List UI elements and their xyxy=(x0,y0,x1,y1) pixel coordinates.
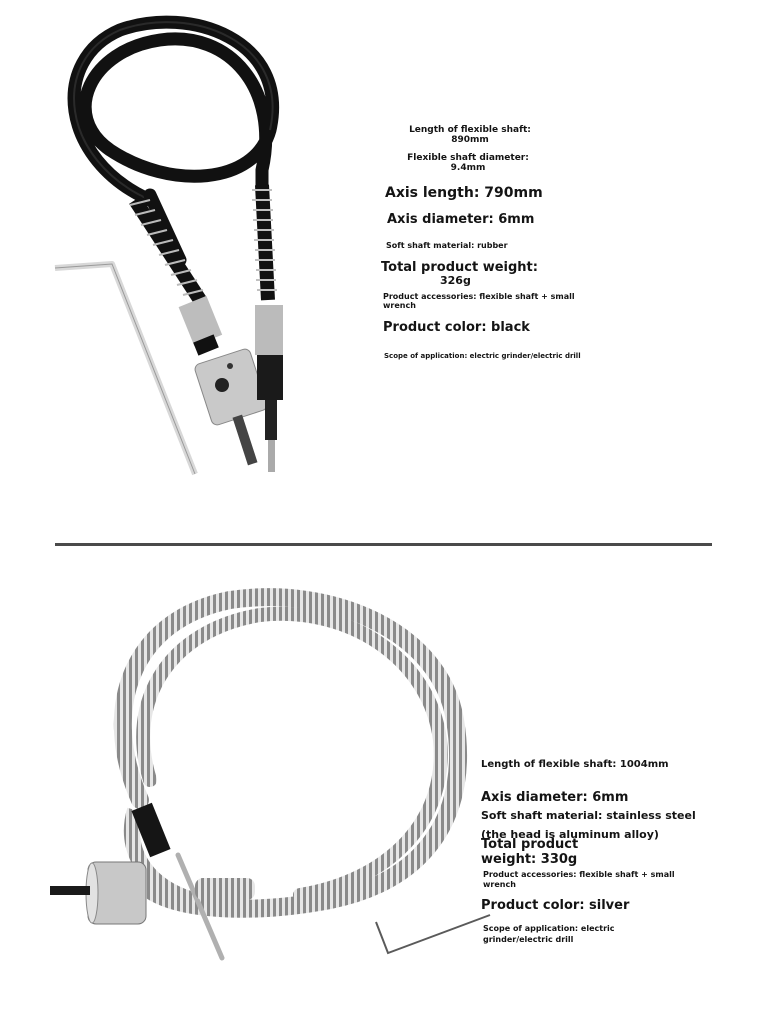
axis-length: Axis length: 790mm xyxy=(385,185,543,201)
scope-line2: grinder/electric drill xyxy=(483,935,574,944)
accessories-line1: Product accessories: flexible shaft + small xyxy=(483,870,675,879)
total-weight-line2: weight: 330g xyxy=(481,852,578,867)
small-wrench xyxy=(55,264,195,474)
small-wrench-silver xyxy=(376,915,490,953)
product-color: Product color: black xyxy=(383,320,530,335)
total-weight-label: Total product weight: xyxy=(381,260,538,275)
left-spring xyxy=(130,200,203,300)
total-weight-value: 326g xyxy=(440,274,471,287)
silver-flexible-shaft-image xyxy=(0,560,520,980)
section-divider xyxy=(55,543,712,546)
accessories-line2: wrench xyxy=(383,301,416,310)
soft-shaft-material: Soft shaft material: stainless steel xyxy=(481,809,696,822)
flex-shaft-length-label: Length of flexible shaft: xyxy=(409,125,531,135)
scope-of-application: Scope of application: electric grinder/electric drill xyxy=(384,352,581,360)
total-weight-line1: Total product xyxy=(481,837,579,852)
accessories-line1: Product accessories: flexible shaft + small xyxy=(383,292,575,301)
flex-shaft-length: Length of flexible shaft: 1004mm xyxy=(481,759,669,770)
flex-shaft-length-value: 890mm xyxy=(451,135,489,145)
flex-shaft-diameter-value: 9.4mm xyxy=(450,163,486,173)
product-color: Product color: silver xyxy=(481,898,630,913)
right-spring xyxy=(252,185,277,300)
soft-shaft-material: Soft shaft material: rubber xyxy=(386,241,508,250)
black-flexible-shaft-image xyxy=(0,0,330,500)
axis-diameter: Axis diameter: 6mm xyxy=(481,790,629,805)
axis-diameter: Axis diameter: 6mm xyxy=(387,212,535,227)
accessories-line2: wrench xyxy=(483,880,516,889)
soft-shaft-material-note: (the head is aluminum alloy) xyxy=(481,828,659,841)
flex-shaft-diameter-label: Flexible shaft diameter: xyxy=(407,153,529,163)
scope-line1: Scope of application: electric xyxy=(483,924,615,933)
